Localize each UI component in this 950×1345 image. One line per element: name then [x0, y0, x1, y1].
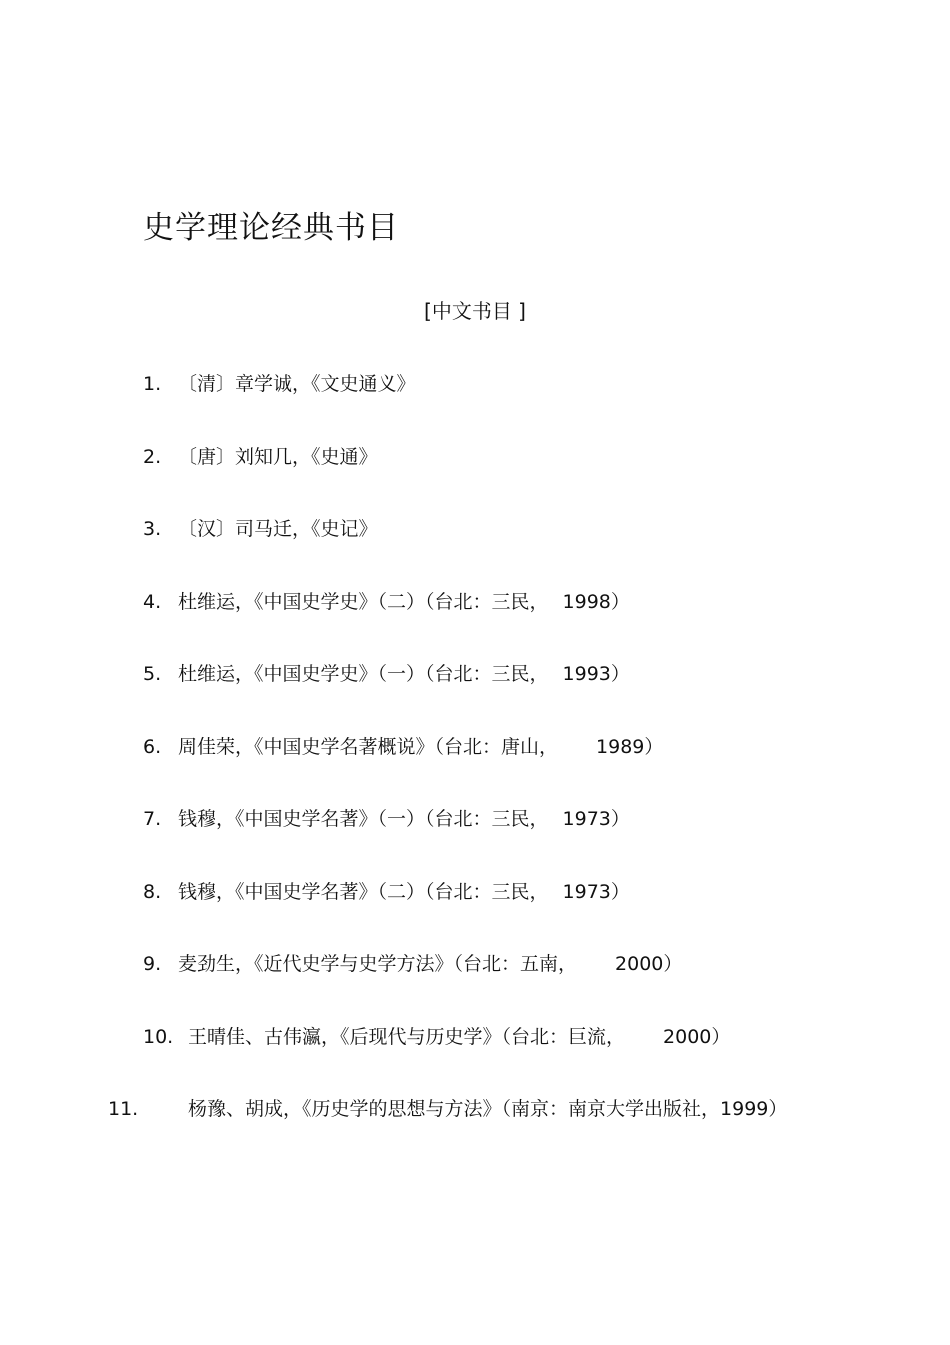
bibliography-list [108, 366, 823, 1173]
bibliography-entry [143, 584, 823, 620]
bibliography-entry [143, 729, 823, 765]
bibliography-entry [143, 1019, 823, 1055]
entry-number: 10. [143, 1025, 174, 1048]
entry-text: 周佳荣，《中国史学名著概说》（台北：唐山， [178, 735, 559, 758]
entry-year: 1993） [562, 663, 630, 685]
entry-number: 2. [143, 445, 162, 468]
bibliography-entry [143, 946, 823, 982]
bibliography-entry [143, 874, 823, 910]
section-heading: [中文书目 ] [424, 299, 526, 323]
bibliography-entry [143, 366, 823, 402]
entry-text: 钱穆，《中国史学名著》（一）（台北：三民， [178, 808, 549, 830]
entry-year: 1973） [562, 808, 630, 830]
entry-text: 〔唐〕刘知几，《史通》 [178, 445, 378, 468]
entry-year: 1998） [562, 590, 630, 613]
entry-year: 2000） [663, 1025, 731, 1048]
entry-number: 6. [143, 735, 162, 758]
entry-text: 〔清〕章学诚，《文史通义》 [178, 373, 416, 395]
bibliography-entry [143, 439, 823, 475]
entry-number: 7. [143, 808, 162, 830]
bibliography-entry [143, 801, 823, 837]
entry-text: 王晴佳、古伟瀛，《后现代与历史学》（台北：巨流， [188, 1025, 626, 1048]
entry-year: 2000） [615, 953, 683, 975]
entry-year: 1999） [720, 1098, 788, 1120]
entry-text: 〔汉〕司马迁，《史记》 [178, 518, 378, 540]
entry-number: 3. [143, 518, 162, 540]
bibliography-entry [143, 511, 823, 547]
bibliography-entry [108, 1082, 823, 1136]
entry-text: 麦劲生，《近代史学与史学方法》（台北：五南， [178, 953, 578, 975]
entry-text: 钱穆，《中国史学名著》（二）（台北：三民， [178, 880, 549, 903]
entry-text: 杜维运，《中国史学史》（二）（台北：三民， [178, 590, 549, 613]
document-title: 史学理论经典书目 [143, 210, 399, 246]
entry-number: 11. [108, 1098, 139, 1120]
entry-number: 4. [143, 590, 162, 613]
entry-text: 杨豫、胡成，《历史学的思想与方法》（南京：南京大学出版社， [188, 1098, 721, 1120]
entry-number: 9. [143, 953, 162, 975]
entry-year: 1973） [562, 880, 630, 903]
entry-number: 5. [143, 663, 162, 685]
bibliography-entry [143, 656, 823, 692]
entry-number: 1. [143, 373, 162, 395]
entry-number: 8. [143, 880, 162, 903]
entry-text: 杜维运，《中国史学史》（一）（台北：三民， [178, 663, 549, 685]
entry-year: 1989） [596, 735, 664, 758]
